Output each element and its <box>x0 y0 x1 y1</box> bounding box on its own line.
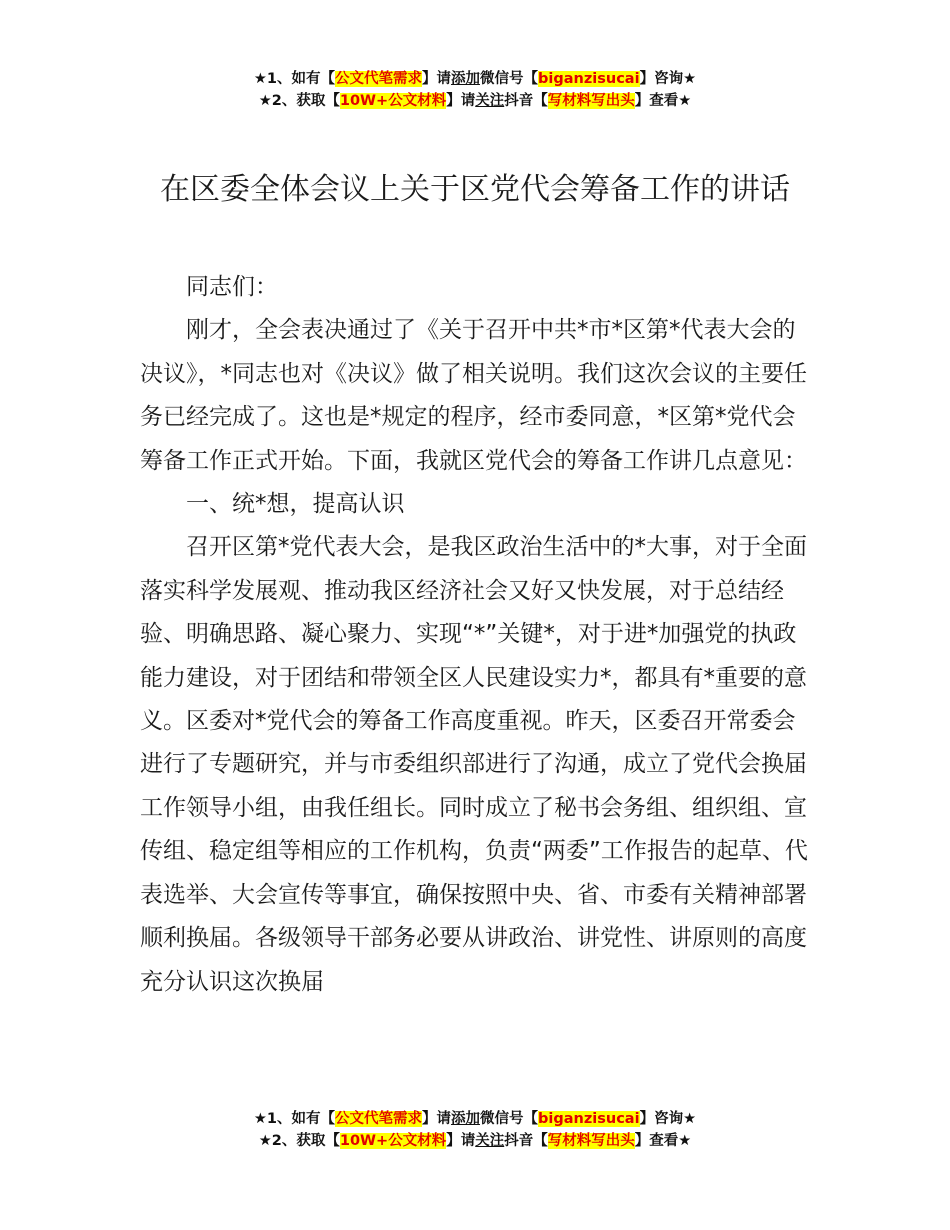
banner-highlight: biganzisucai <box>538 71 640 87</box>
banner-underlined: 关注 <box>475 1133 505 1149</box>
footer-banner <box>0 1108 950 1152</box>
banner-text: 】请 <box>446 1133 476 1149</box>
banner-text: 微信号【 <box>480 1111 539 1127</box>
banner-text: 】请 <box>422 1111 452 1127</box>
header-banner <box>0 68 950 112</box>
document-title: 在区委全体会议上关于区党代会筹备工作的讲话 <box>160 172 790 207</box>
banner-text: 抖音【 <box>504 93 548 109</box>
banner-text: 】请 <box>446 93 476 109</box>
banner-highlight: 10W+公文材料 <box>339 93 447 109</box>
paragraph-1: 刚才，全会表决通过了《关于召开中共*市*区第*代表大会的决议》，*同志也对《决议》做了相关说明。我们这次会议的主要任务已经完成了。这也是*规定的程序，经市委同意，*区第*党代会筹备工作正式开始。下面，我就区党代会的筹备工作讲几点意见： <box>140 317 807 474</box>
banner-underlined: 关注 <box>475 93 505 109</box>
document-body <box>140 266 812 1004</box>
banner-text: ★2、获取【 <box>258 1133 340 1149</box>
banner-highlight: 写材料写出头 <box>547 1133 635 1149</box>
banner-text: 】咨询★ <box>639 71 697 87</box>
banner-highlight: 10W+公文材料 <box>339 1133 447 1149</box>
banner-text: ★1、如有【 <box>253 1111 336 1127</box>
banner-text: ★2、获取【 <box>258 93 340 109</box>
banner-text: 】请 <box>422 71 452 87</box>
banner-text: ★1、如有【 <box>253 71 336 87</box>
banner-highlight: biganzisucai <box>538 1111 640 1127</box>
banner-highlight: 公文代笔需求 <box>335 1111 423 1127</box>
banner-line-1 <box>0 68 950 90</box>
banner-highlight: 写材料写出头 <box>547 93 635 109</box>
banner-line-2 <box>0 90 950 112</box>
banner-text: 】查看★ <box>634 1133 692 1149</box>
section-heading-1: 一、统*想，提高认识 <box>186 491 405 518</box>
banner-text: 微信号【 <box>480 71 539 87</box>
paragraph-2: 召开区第*党代表大会，是我区政治生活中的*大事，对于全面落实科学发展观、推动我区经济社会又好又快发展，对于总结经验、明确思路、凝心聚力、实现“*”关键*，对于进*加强党的执政能力建设，对于团结和带领全区人民建设实力*，都具有*重要的意义。区委对*党代会的筹备工作高度重视。昨天，区委召开常委会进行了专题研究，并与市委组织部进行了沟通，成立了党代会换届工作领导小组，由我任组长。同时成立了秘书会务组、组织组、宣传组、稳定组等相应的工作机构，负责“两委”工作报告的起草、代表选举、大会宣传等事宜，确保按照中央、省、市委有关精神部署顺利换届。各级领导干部务必要从讲政治、讲党性、讲原则的高度充分认识这次换届 <box>140 534 808 995</box>
banner-text: 抖音【 <box>504 1133 548 1149</box>
banner-highlight: 公文代笔需求 <box>335 71 423 87</box>
banner-text: 】查看★ <box>634 93 692 109</box>
banner-underlined: 添加 <box>451 1111 481 1127</box>
banner-text: 】咨询★ <box>639 1111 697 1127</box>
banner-underlined: 添加 <box>451 71 481 87</box>
banner-line-2 <box>0 1130 950 1152</box>
banner-line-1 <box>0 1108 950 1130</box>
salutation: 同志们： <box>186 274 278 300</box>
